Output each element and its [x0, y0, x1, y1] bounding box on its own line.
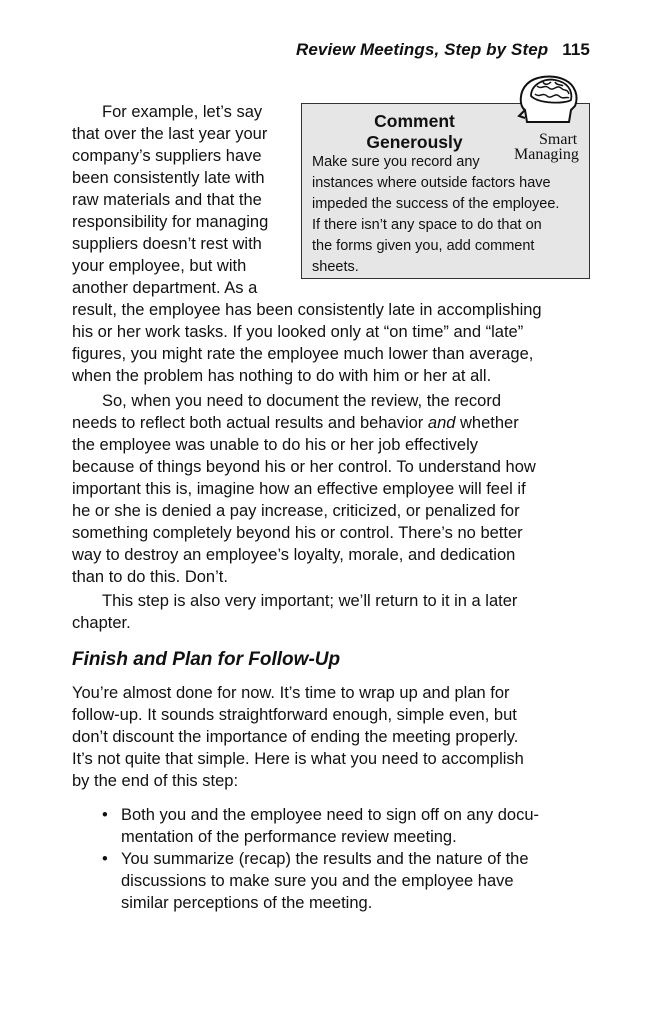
brain-head-icon	[509, 72, 593, 132]
text-span: needs to reflect both actual results and behavior	[72, 414, 428, 432]
text-line: chapter.	[72, 614, 131, 632]
text-line: important this is, imagine how an effective employee will feel if	[72, 480, 526, 498]
bullet-glyph: •	[102, 850, 108, 868]
badge-word-managing: Managing	[514, 146, 579, 163]
text-line: You summarize (recap) the results and the nature of the	[121, 850, 529, 868]
sidebar-text-line: sheets.	[312, 259, 359, 275]
text-line: figures, you might rate the employee much lower than average,	[72, 345, 534, 363]
text-line: result, the employee has been consistently late in accomplishing	[72, 301, 542, 319]
emphasis-and: and	[427, 414, 456, 432]
text-line: So, when you need to document the review, the record	[102, 392, 501, 410]
text-line: discussions to make sure you and the employee have	[121, 872, 514, 890]
text-line: responsibility for managing	[72, 213, 269, 231]
text-line: because of things beyond his or her control. To understand how	[72, 458, 536, 476]
text-line: mentation of the performance review meeting.	[121, 828, 457, 846]
text-line: company’s suppliers have	[72, 147, 262, 165]
running-header	[296, 40, 590, 60]
text-line: raw materials and that the	[72, 191, 262, 209]
text-line: suppliers doesn’t rest with	[72, 235, 262, 253]
text-line: something completely beyond his or control. There’s no better	[72, 524, 523, 542]
text-line: than to do this. Don’t.	[72, 568, 228, 586]
text-line: when the problem has nothing to do with him or her at all.	[72, 367, 492, 385]
sidebar-text-line: the forms given you, add comment	[312, 238, 535, 254]
text-line: follow-up. It sounds straightforward enough, simple even, but	[72, 706, 517, 724]
sidebar-text-line: If there isn’t any space to do that on	[312, 217, 542, 233]
badge-word-smart: Smart	[539, 131, 578, 148]
bullet-glyph: •	[102, 806, 108, 824]
page-number: 115	[562, 40, 590, 59]
text-line: been consistently late with	[72, 169, 265, 187]
smart-managing-badge	[509, 72, 593, 168]
sidebar-text-line: instances where outside factors have	[312, 175, 551, 191]
text-line: that over the last year your	[72, 125, 268, 143]
text-line: another department. As a	[72, 279, 258, 297]
sidebar-text-line: Make sure you record any	[312, 154, 480, 170]
sidebar-text-line: impeded the success of the employee.	[312, 196, 560, 212]
text-line: similar perceptions of the meeting.	[121, 894, 373, 912]
text-line: he or she is denied a pay increase, criticized, or penalized for	[72, 502, 520, 520]
sidebar-title-line: Generously	[366, 132, 463, 152]
sidebar-title-line: Comment	[374, 111, 455, 131]
text-line: Both you and the employee need to sign off on any docu-	[121, 806, 539, 824]
text-line: his or her work tasks. If you looked only at “on time” and “late”	[72, 323, 524, 341]
text-line: It’s not quite that simple. Here is what you need to accomplish	[72, 750, 524, 768]
text-span: whether	[455, 414, 519, 432]
text-line: by the end of this step:	[72, 772, 239, 790]
running-title: Review Meetings, Step by Step	[295, 40, 549, 59]
text-line: You’re almost done for now. It’s time to wrap up and plan for	[72, 684, 510, 702]
text-line: the employee was unable to do his or her job effectively	[72, 436, 479, 454]
text-line	[72, 412, 519, 434]
text-line: For example, let’s say	[102, 103, 263, 121]
text-line: way to destroy an employee’s loyalty, morale, and dedication	[72, 546, 516, 564]
text-line: This step is also very important; we’ll return to it in a later	[102, 592, 518, 610]
text-line: your employee, but with	[72, 257, 247, 275]
section-heading: Finish and Plan for Follow-Up	[72, 649, 341, 670]
text-line: don’t discount the importance of ending the meeting properly.	[72, 728, 519, 746]
